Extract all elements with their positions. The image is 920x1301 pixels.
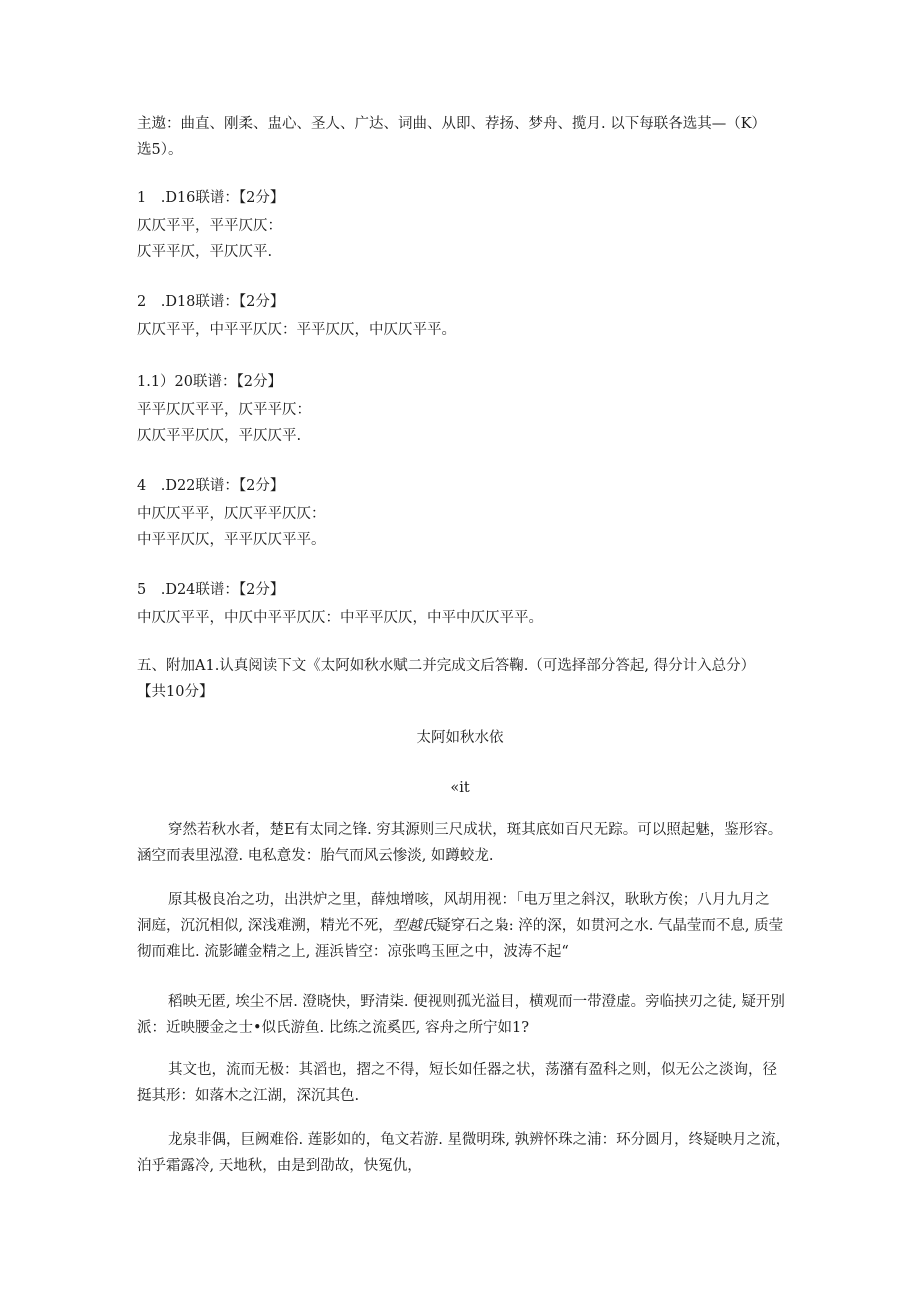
essay-p2-line-2-head: 洞庭，沉沉相似, 深浅难溯，精光不死， (137, 918, 393, 934)
essay-p5-line-2: 泊乎霜露冷, 天地秋，由是到劭故，快冤仇， (137, 1158, 422, 1174)
section-5-line-2: 【共10分】 (137, 684, 214, 700)
essay-p2-line-2-tail: 疑穿石之枭: 淬的深，如贯河之水. 气晶莹而不息, 质莹 (436, 918, 784, 934)
item-4-line-1: 中仄仄平平，仄仄平平仄仄： (137, 506, 326, 522)
intro-line-2: 选5）。 (137, 142, 183, 158)
essay-p2-line-3: 彻而难比. 流影罐金精之上, 涯浜皆空：凉张鸣玉匣之中，波涛不起“ (137, 944, 569, 960)
essay-subtitle: «it (450, 780, 470, 796)
essay-p3-line-2: 派：近映腰金之士•似氏游鱼. 比练之流奚匹, 容舟之所宁如1? (137, 1020, 529, 1036)
item-2-line-1: 仄仄平平，中平平仄仄：平平仄仄，中仄仄平平。 (137, 322, 456, 338)
item-5-heading: 5 .D24联谱：【2分】 (137, 582, 285, 598)
essay-p2-line-2-italic: 型越氏 (392, 918, 437, 934)
item-5-line-1: 中仄仄平平，中仄中平平仄仄：中平平仄仄，中平中仄仄平平。 (137, 610, 543, 626)
item-1-line-2: 仄平平仄，平仄仄平. (137, 244, 273, 260)
section-5-line-1: 五、附加A1.认真阅读下文《太阿如秋水赋二并完成文后答鞠.（可选择部分答起, 得分计入总分） (137, 658, 756, 674)
essay-title: 太阿如秋水依 (416, 730, 504, 746)
essay-p1-line-1: 穿然若秋水者，楚E有太同之锋. 穷其源则三尺成状，斑其底如百尺无踪。可以照起魅，鉴形容。 (168, 822, 783, 838)
item-4-heading: 4 .D22联谱：【2分】 (137, 478, 285, 494)
essay-p2-line-1: 原其极良冶之功，出洪炉之里，薛烛增咳，风胡用视：「电万里之斜汉，耿耿方俟；八月九月之 (168, 892, 770, 908)
item-3-line-2: 仄仄平平仄仄，平仄仄平. (137, 428, 302, 444)
item-3-line-1: 平平仄仄平平，仄平平仄： (137, 402, 311, 418)
item-1-line-1: 仄仄平平，平平仄仄： (137, 218, 282, 234)
item-4-line-2: 中平平仄仄，平平仄仄平平。 (137, 532, 326, 548)
essay-p5-line-1: 龙泉非偶，巨阙难俗. 莲影如的，龟文若游. 星微明珠, 孰辨怀珠之浦：环分圆月，终疑映月之流， (168, 1132, 791, 1148)
essay-p2-line-2 (137, 912, 783, 940)
intro-line-1: 主遨：曲直、刚柔、盅心、圣人、广达、词曲、从即、荐扬、梦舟、揽月. 以下每联各选其—（K） (137, 116, 767, 132)
essay-p3-line-1: 稻映无匿, 埃尘不居. 澄晓快，野清柒. 便视则孤光溢目，横观而一带澄虚。旁临挟刃之徒, 疑开别 (168, 994, 785, 1010)
item-3-heading: 1.1）20联谱：【2分】 (137, 374, 282, 390)
essay-p1-line-2: 涵空而表里泓澄. 电私意发：胎气而风云惨淡, 如蹲蛟龙. (137, 848, 494, 864)
essay-p4-line-2: 挺其形：如落木之江湖，深沉其色. (137, 1088, 360, 1104)
item-1-heading: 1 .D16联谱：【2分】 (137, 190, 285, 206)
item-2-heading: 2 .D18联谱：【2分】 (137, 294, 285, 310)
essay-p4-line-1: 其文也，流而无极：其滔也，摺之不得，短长如任器之状，荡潴有盈科之则，似无公之淡询，径 (168, 1062, 777, 1078)
